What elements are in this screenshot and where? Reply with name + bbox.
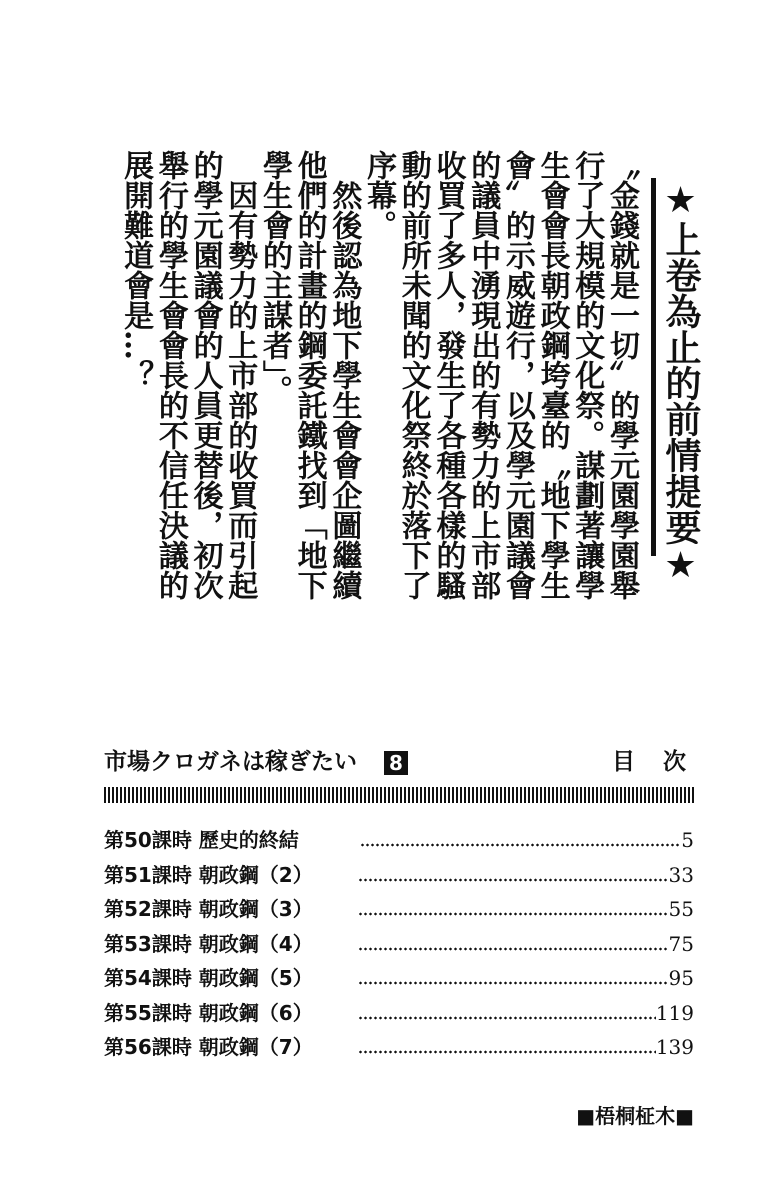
toc-list xyxy=(104,824,694,1066)
page-number: 95 xyxy=(668,966,694,990)
toc-entry[interactable] xyxy=(104,859,694,894)
chapter-title: 第54課時 朝政鋼（5） xyxy=(104,966,313,990)
chapter-title: 第52課時 朝政鋼（3） xyxy=(104,897,313,921)
page-number: 139 xyxy=(655,1035,694,1059)
author-credit: ■梧桐柾木■ xyxy=(576,1104,694,1128)
chapter-title: 第55課時 朝政鋼（6） xyxy=(104,1000,313,1025)
toc-entry[interactable] xyxy=(104,997,694,1032)
dot-leader xyxy=(360,843,680,847)
chapter-title: 第51課時 朝政鋼（2） xyxy=(104,862,313,887)
dot-leader xyxy=(358,1050,656,1054)
summary-paragraph-1: 〝金錢就是一切〞的學元園學園舉 行了大規模的文化祭。謀劃著讓學 生會會長朝政鋼垮臺的〝地下學生 會〞的示威遊行，以及學元園議會 的議員中湧現出的有勢力的上市部 收買了多人，發生了各種各樣的騷 動的前所未聞的文化祭終於落下了 序幕。 xyxy=(361,150,639,600)
summary-divider xyxy=(651,178,656,556)
page-number: 5 xyxy=(681,828,694,852)
story-summary xyxy=(118,150,638,640)
hatched-rule xyxy=(104,787,694,803)
toc-entry[interactable] xyxy=(104,1031,694,1066)
chapter-title: 第53課時 朝政鋼（4） xyxy=(104,931,313,956)
dot-leader xyxy=(358,1016,656,1020)
toc-entry[interactable] xyxy=(104,824,694,859)
page-number: 119 xyxy=(655,1000,694,1025)
chapter-title: 第50課時 歷史的終結 xyxy=(104,828,299,852)
volume-badge: 8 xyxy=(384,751,408,775)
dot-leader xyxy=(358,981,668,985)
dot-leader xyxy=(358,878,668,882)
page-number: 55 xyxy=(668,897,694,921)
summary-paragraph-3: 因有勢力的上市部的收買而引起 的學元園議會的人員更替後，初次 舉行的學生會會長的不信任決議的 展開難道會是…？ xyxy=(118,150,258,600)
toc-label: 目次 xyxy=(612,749,714,775)
summary-paragraph-2: 然後認為地下學生會會企圖繼續 他們的計畫的鋼委託鐵找到「地下 學生會的主謀者」。 xyxy=(256,150,362,600)
summary-heading: ★上卷為止的前情提要★ xyxy=(660,180,701,586)
toc-entry[interactable] xyxy=(104,962,694,997)
toc-header xyxy=(104,748,714,778)
dot-leader xyxy=(358,912,668,916)
toc-entry[interactable] xyxy=(104,928,694,963)
toc-entry[interactable] xyxy=(104,893,694,928)
series-title: 市場クロガネは稼ぎたい xyxy=(104,749,357,775)
page-number: 33 xyxy=(668,862,694,887)
dot-leader xyxy=(358,947,668,951)
page-number: 75 xyxy=(668,931,694,956)
chapter-title: 第56課時 朝政鋼（7） xyxy=(104,1035,313,1059)
